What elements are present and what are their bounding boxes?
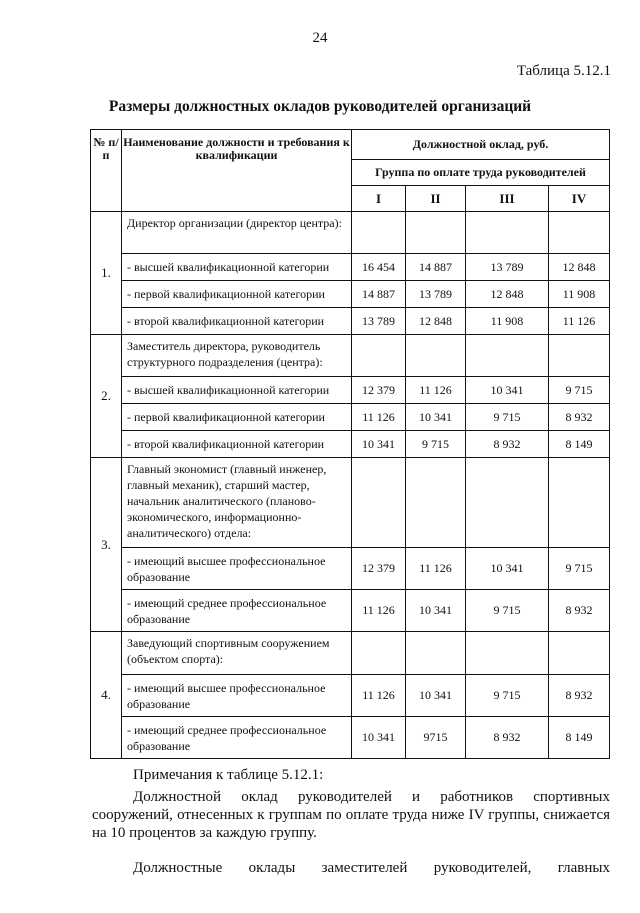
section-number: 1. — [91, 212, 122, 335]
value-cell: 16 454 — [352, 254, 406, 281]
header-group-i: I — [352, 186, 406, 212]
row-label: - имеющий высшее профессиональное образование — [122, 548, 352, 590]
empty-cell — [466, 632, 549, 675]
value-cell: 9 715 — [466, 404, 549, 431]
header-group-iii: III — [466, 186, 549, 212]
empty-cell — [549, 458, 610, 548]
section-title: Заведующий спортивным сооружением (объектом спорта): — [122, 632, 352, 675]
value-cell: 8 932 — [549, 590, 610, 632]
value-cell: 8 932 — [549, 675, 610, 717]
value-cell: 10 341 — [466, 377, 549, 404]
empty-cell — [352, 335, 406, 377]
row-label: - первой квалификационной категории — [122, 404, 352, 431]
value-cell: 12 848 — [466, 281, 549, 308]
row-label: - первой квалификационной категории — [122, 281, 352, 308]
value-cell: 10 341 — [352, 717, 406, 759]
value-cell: 11 126 — [406, 377, 466, 404]
section-title: Заместитель директора, руководитель структурного подразделения (центра): — [122, 335, 352, 377]
empty-cell — [549, 335, 610, 377]
header-salary: Должностной оклад, руб. — [352, 130, 610, 160]
value-cell: 8 149 — [549, 431, 610, 458]
value-cell: 8 932 — [466, 717, 549, 759]
section-number: 2. — [91, 335, 122, 458]
value-cell: 8 932 — [466, 431, 549, 458]
notes-heading: Примечания к таблице 5.12.1: — [133, 767, 324, 783]
row-label: - второй квалификационной категории — [122, 431, 352, 458]
salary-table — [90, 129, 610, 759]
table-label: Таблица 5.12.1 — [516, 63, 611, 79]
value-cell: 13 789 — [406, 281, 466, 308]
value-cell: 10 341 — [466, 548, 549, 590]
value-cell: 12 379 — [352, 548, 406, 590]
value-cell: 10 341 — [406, 675, 466, 717]
value-cell: 14 887 — [352, 281, 406, 308]
row-label: - имеющий среднее профессиональное образование — [122, 590, 352, 632]
value-cell: 11 126 — [352, 675, 406, 717]
section-title: Директор организации (директор центра): — [122, 212, 352, 254]
note-paragraph: Должностные оклады заместителей руководителей, главных — [133, 860, 610, 876]
note-paragraph: Должностной оклад руководителей и работников спортивных сооружений, отнесенных к группам по оплате труда ниже IV группы, снижается на 10 процентов за каждую группу. — [92, 789, 610, 841]
header-pay-group: Группа по оплате труда руководителей — [352, 160, 610, 186]
value-cell: 9715 — [406, 717, 466, 759]
value-cell: 11 908 — [466, 308, 549, 335]
empty-cell — [549, 212, 610, 254]
value-cell: 11 126 — [406, 548, 466, 590]
row-label: - высшей квалификационной категории — [122, 377, 352, 404]
empty-cell — [466, 335, 549, 377]
empty-cell — [406, 212, 466, 254]
empty-cell — [466, 212, 549, 254]
header-group-iv: IV — [549, 186, 610, 212]
value-cell: 8 149 — [549, 717, 610, 759]
value-cell: 11 126 — [549, 308, 610, 335]
page-number: 24 — [312, 30, 328, 46]
value-cell: 9 715 — [549, 377, 610, 404]
empty-cell — [406, 458, 466, 548]
value-cell: 9 715 — [406, 431, 466, 458]
value-cell: 10 341 — [406, 590, 466, 632]
header-group-ii: II — [406, 186, 466, 212]
value-cell: 10 341 — [352, 431, 406, 458]
section-number: 3. — [91, 458, 122, 632]
row-label: - имеющий высшее профессиональное образование — [122, 675, 352, 717]
row-label: - имеющий среднее профессиональное образование — [122, 717, 352, 759]
header-position-name: Наименование должности и требования к квалификации — [122, 130, 352, 212]
empty-cell — [352, 212, 406, 254]
value-cell: 11 126 — [352, 590, 406, 632]
value-cell: 12 848 — [406, 308, 466, 335]
row-label: - второй квалификационной категории — [122, 308, 352, 335]
section-number: 4. — [91, 632, 122, 759]
row-label: - высшей квалификационной категории — [122, 254, 352, 281]
value-cell: 12 379 — [352, 377, 406, 404]
value-cell: 14 887 — [406, 254, 466, 281]
value-cell: 11 908 — [549, 281, 610, 308]
section-title: Главный экономист (главный инженер, главный механик), старший мастер, начальник аналитического (планово-экономического, информационно-аналитического) отдела: — [122, 458, 352, 548]
value-cell: 8 932 — [549, 404, 610, 431]
empty-cell — [352, 632, 406, 675]
page-title: Размеры должностных окладов руководителей организаций — [108, 98, 532, 115]
empty-cell — [466, 458, 549, 548]
empty-cell — [352, 458, 406, 548]
value-cell: 9 715 — [466, 675, 549, 717]
empty-cell — [406, 632, 466, 675]
value-cell: 13 789 — [352, 308, 406, 335]
value-cell: 9 715 — [549, 548, 610, 590]
value-cell: 11 126 — [352, 404, 406, 431]
value-cell: 10 341 — [406, 404, 466, 431]
empty-cell — [406, 335, 466, 377]
value-cell: 13 789 — [466, 254, 549, 281]
header-number: № п/п — [91, 130, 122, 212]
value-cell: 9 715 — [466, 590, 549, 632]
value-cell: 12 848 — [549, 254, 610, 281]
empty-cell — [549, 632, 610, 675]
